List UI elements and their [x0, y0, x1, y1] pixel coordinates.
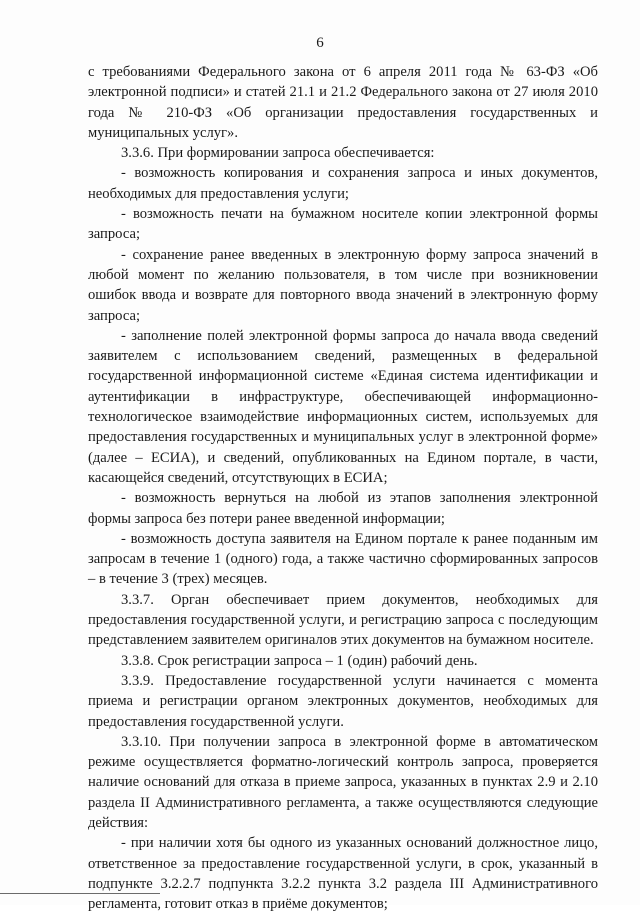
- footer-rule: [0, 893, 160, 894]
- paragraph-save-values: - сохранение ранее введенных в электронную форму запроса значений в любой момент по желанию пользователя, в том числе при возникновении ошибок ввода и возврате для повторного ввода значений в электронную форму запроса;: [88, 246, 598, 324]
- paragraph-refusal: - при наличии хотя бы одного из указанных оснований должностное лицо, ответственное за предоставление государственной услуги, в срок, указанный в подпункте 3.2.2.7 подпункта 3.2.2 пункта 3.2 раздела III Административного регламента, готовит отказ в приёме документов;: [88, 835, 598, 913]
- paragraph-fill-fields: - заполнение полей электронной формы запроса до начала ввода сведений заявителем с использованием сведений, размещенных в федеральной государственной информационной системе «Единая система идентификации и аутентификации в инфраструктуре, обеспечивающей информационно-технологическое взаимодействие информационных систем, используемых для предоставления государственных и муниципальных услуг в электронной форме» (далее – ЕСИА), и сведений, опубликованных на Едином портале, в части, касающейся сведений, отсутствующих в ЕСИА;: [88, 327, 598, 486]
- page-number: 6: [316, 35, 324, 51]
- paragraph-3-3-10: 3.3.10. При получении запроса в электронной форме в автоматическом режиме осуществляется форматно-логический контроль запроса, проверяется наличие оснований для отказа в приеме запроса, указанных в пунктах 2.9 и 2.10 раздела II Административного регламента, а также осуществляются следующие действия:: [88, 733, 598, 831]
- paragraph-3-3-6-heading: 3.3.6. При формировании запроса обеспечивается:: [121, 145, 435, 162]
- paragraph-3-3-8: 3.3.8. Срок регистрации запроса – 1 (один) рабочий день.: [121, 652, 478, 669]
- paragraph-3-3-7: 3.3.7. Орган обеспечивает прием документов, необходимых для предоставления государственной услуги, и регистрацию запроса с последующим представлением заявителем оригиналов этих документов на бумажном носителе.: [88, 591, 598, 649]
- paragraph-return-stage: - возможность вернуться на любой из этапов заполнения электронной формы запроса без потери ранее введенной информации;: [88, 490, 598, 527]
- document-body: [88, 62, 598, 914]
- paragraph-3-3-9: 3.3.9. Предоставление государственной услуги начинается с момента приема и регистрации органом электронных документов, необходимых для предоставления государственной услуги.: [88, 672, 598, 730]
- paragraph-requirements-reference: с требованиями Федерального закона от 6 апреля 2011 года № 63-ФЗ «Об электронной подписи» и статей 21.1 и 21.2 Федерального закона от 27 июля 2010 года № 210-ФЗ «Об организации предоставления государственных и муниципальных услуг».: [88, 64, 598, 141]
- paragraph-access-requests: - возможность доступа заявителя на Едином портале к ранее поданным им запросам в течение 1 (одного) года, а также частично сформированных запросов – в течение 3 (трех) месяцев.: [88, 530, 598, 588]
- paragraph-copy-save: - возможность копирования и сохранения запроса и иных документов, необходимых для предоставления услуги;: [88, 165, 598, 202]
- paragraph-print-copy: - возможность печати на бумажном носителе копии электронной формы запроса;: [88, 206, 598, 243]
